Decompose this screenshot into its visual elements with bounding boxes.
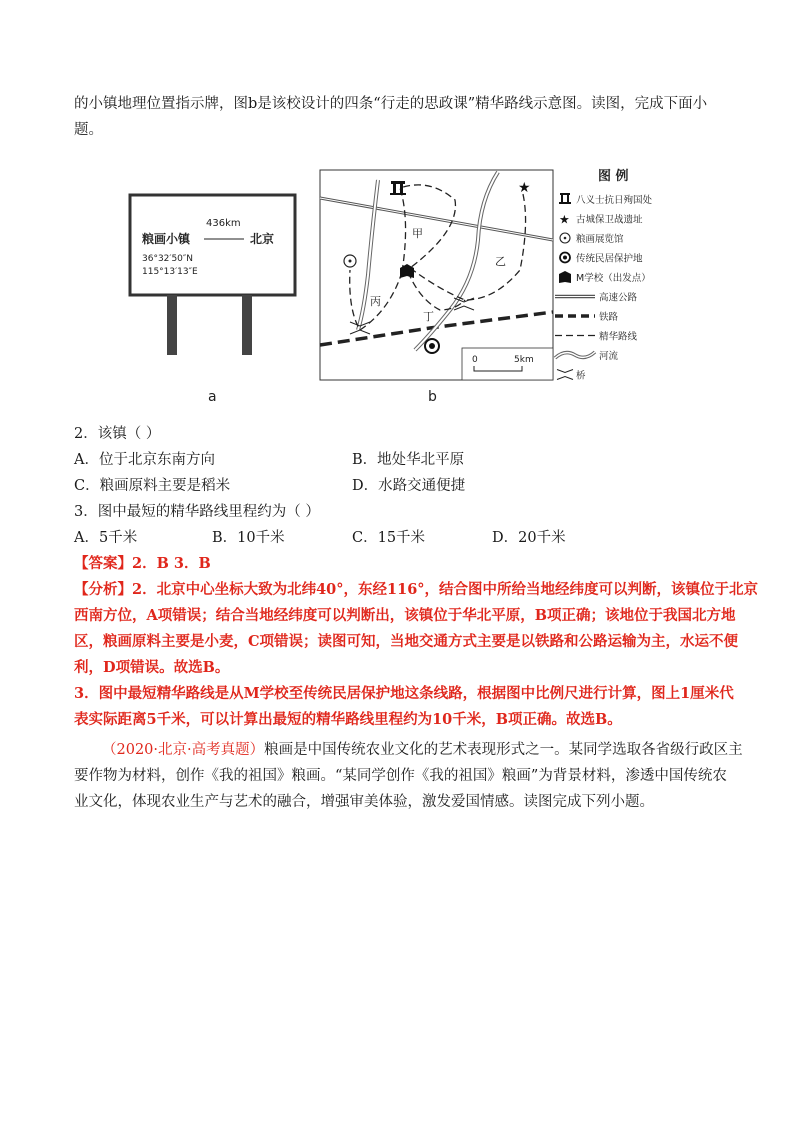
legend-label: 传统民居保护地 (576, 253, 643, 265)
analysis-line-3: 区，粮画原料主要是小麦，C项错误；读图可知，当地交通方式主要是以铁路和公路运输为主，水运不便 (74, 633, 739, 650)
analysis-line-4: 利，D项错误。故选B。 (74, 659, 230, 676)
svg-text:★: ★ (559, 212, 570, 227)
q2-option-c[interactable]: C．粮画原料主要是稻米 (74, 478, 231, 494)
q3-option-b[interactable]: B．10千米 (212, 530, 285, 546)
legend-label: M学校（出发点） (576, 273, 651, 284)
q3-option-d[interactable]: D．20千米 (492, 530, 566, 546)
q2-option-a[interactable]: A．位于北京东南方向 (74, 452, 215, 468)
legend-label: 精华路线 (599, 331, 638, 343)
legend-label: 桥 (576, 370, 586, 382)
q2-stem: 2．该镇（ ） (74, 426, 161, 442)
q2-option-b[interactable]: B．地处华北平原 (352, 452, 465, 468)
star-icon: ★ (518, 180, 531, 196)
scale-zero: 0 (472, 355, 478, 365)
analysis-line-6: 表实际距离5千米，可以计算出最短的精华路线里程约为10千米，B项正确。故选B。 (74, 711, 622, 728)
school-icon (559, 271, 571, 283)
analysis-line-5: 3．图中最短精华路线是从M学校至传统民居保护地这条线路，根据图中比例尺进行计算，图上1厘米代 (74, 685, 734, 702)
route-label-ding: 丁 (423, 310, 434, 323)
q2-option-d[interactable]: D．水路交通便捷 (352, 478, 466, 494)
q3-option-a[interactable]: A．5千米 (74, 530, 138, 546)
legend-label: 河流 (599, 351, 619, 362)
source-tag: （2020·北京·高考真题） (102, 742, 265, 758)
sign-town: 粮画小镇 (142, 232, 191, 246)
figure-b-map (320, 170, 553, 380)
intro-line-1: 的小镇地理位置指示牌，图b是该校设计的四条“行走的思政课”精华路线示意图。读图，完成下面小 (74, 96, 708, 112)
next-question-line-2: 要作物为材料，创作《我的祖国》粮画。“某同学创作《我的祖国》粮画”为背景材料，渗透中国传统农 (74, 768, 727, 784)
next-question-line-3: 业文化，体现农业生产与艺术的融合，增强审美体验，激发爱国情感。读图完成下列小题。 (74, 794, 654, 810)
caption-a: a (208, 389, 217, 405)
sign-lat: 36°32′50″N (142, 254, 193, 264)
legend-label: 古城保卫战遗址 (576, 214, 643, 226)
scale-value: 5km (514, 355, 534, 365)
analysis-line-1: 【分析】2．北京中心坐标大致为北纬40°，东经116°，结合图中所给当地经纬度可以判断，该镇位于北京 (74, 581, 759, 598)
sign-city: 北京 (250, 232, 275, 246)
sign-lon: 115°13′13″E (142, 267, 198, 277)
star-icon (559, 213, 570, 227)
intro-line-2: 题。 (74, 122, 103, 138)
monument-icon (559, 193, 571, 204)
sign-distance: 436km (206, 218, 241, 229)
legend-label: 高速公路 (599, 292, 638, 304)
route-label-yi: 乙 (495, 255, 506, 268)
figure-a-signboard (130, 195, 295, 355)
answer-line: 【答案】2．B 3．B (74, 555, 211, 572)
next-line-1-text: 粮画是中国传统农业文化的艺术表现形式之一。某同学选取各省级行政区主 (264, 742, 743, 758)
exhibition-icon (560, 233, 570, 243)
route-label-bing: 丙 (370, 295, 381, 308)
legend-title: 图 例 (598, 169, 629, 184)
legend (555, 168, 653, 382)
next-question-line-1 (102, 740, 743, 760)
river-icon (555, 352, 595, 358)
figure (110, 160, 700, 410)
legend-label: 铁路 (599, 312, 619, 323)
residence-icon (560, 253, 570, 263)
q3-stem: 3．图中最短的精华路线里程约为（ ） (74, 504, 320, 520)
caption-b: b (428, 389, 437, 405)
q3-option-c[interactable]: C．15千米 (352, 530, 426, 546)
analysis-line-2: 西南方位，A项错误；结合当地经纬度可以判断出，该镇位于华北平原，B项正确；该地位于我国北方地 (74, 607, 736, 624)
legend-label: 粮画展览馆 (576, 234, 624, 245)
bridge-icon (557, 370, 573, 380)
route-label-jia: 甲 (412, 227, 423, 240)
legend-label: 八义士抗日殉国处 (576, 195, 653, 206)
